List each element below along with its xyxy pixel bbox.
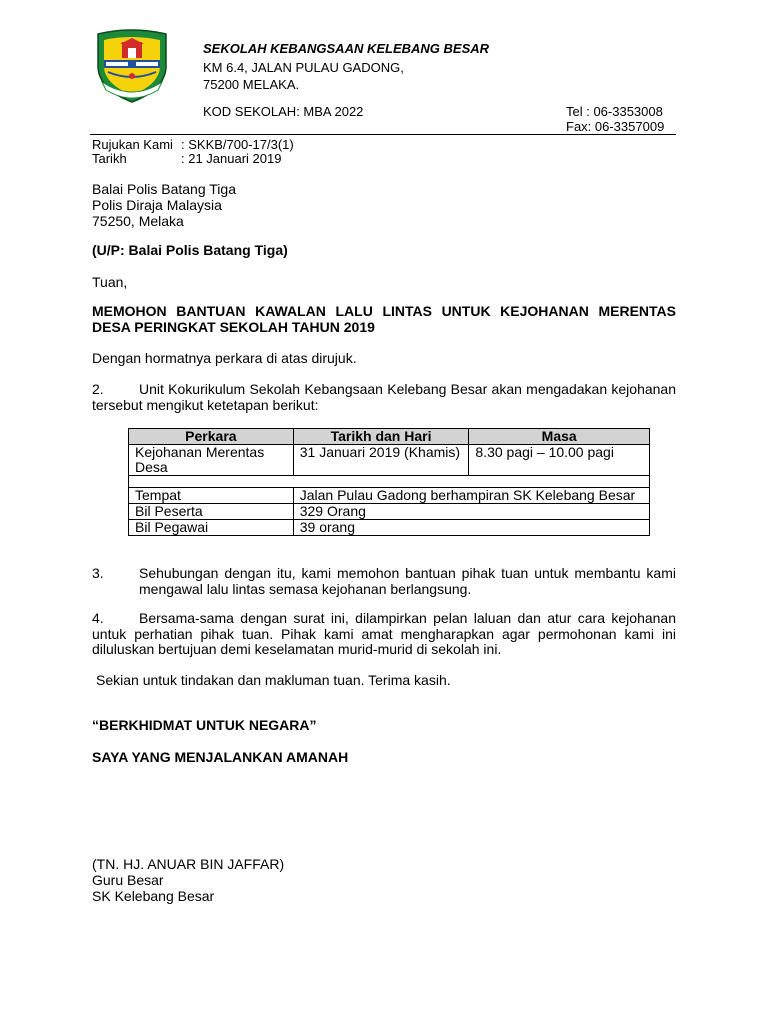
address-line-1: KM 6.4, JALAN PULAU GADONG, <box>203 60 404 75</box>
paragraph-3-number: 3. <box>92 565 104 581</box>
table-row <box>129 445 650 476</box>
header-perkara: Perkara <box>129 429 294 445</box>
signatory-name: (TN. HJ. ANUAR BIN JAFFAR) <box>92 856 285 872</box>
closing-line: Sekian untuk tindakan dan makluman tuan. Terima kasih. <box>96 672 451 688</box>
table-spacer <box>129 476 650 488</box>
event-date: 31 Januari 2019 (Khamis) <box>293 445 469 476</box>
paragraph-4-number: 4. <box>92 610 104 626</box>
recipient-line-3: 75250, Melaka <box>92 213 184 229</box>
table-row <box>129 520 650 536</box>
detail-label: Bil Peserta <box>129 504 294 520</box>
ref-label: Rujukan Kami <box>92 137 173 152</box>
table-row <box>129 504 650 520</box>
detail-label: Tempat <box>129 488 294 504</box>
paragraph-3 <box>92 566 676 598</box>
event-details-table <box>128 428 650 536</box>
letterhead-divider <box>90 134 676 135</box>
signatory-title: Guru Besar <box>92 872 164 888</box>
event-time: 8.30 pagi – 10.00 pagi <box>469 445 650 476</box>
paragraph-2 <box>92 382 676 413</box>
paragraph-4 <box>92 611 676 658</box>
ref-value: : SKKB/700-17/3(1) <box>181 137 294 152</box>
subject: MEMOHON BANTUAN KAWALAN LALU LINTAS UNTUK KEJOHANAN MERENTAS DESA PERINGKAT SEKOLAH TAHUN 2019 <box>92 303 676 335</box>
signatory-school: SK Kelebang Besar <box>92 888 215 904</box>
motto: “BERKHIDMAT UNTUK NEGARA” <box>92 717 317 733</box>
table-header-row <box>129 429 650 445</box>
opening-line: Dengan hormatnya perkara di atas dirujuk. <box>92 350 357 366</box>
recipient-line-1: Balai Polis Batang Tiga <box>92 181 236 197</box>
detail-value: 329 Orang <box>293 504 649 520</box>
address-line-2: 75200 MELAKA. <box>203 77 300 92</box>
trust-line: SAYA YANG MENJALANKAN AMANAH <box>92 749 349 765</box>
recipient-line-2: Polis Diraja Malaysia <box>92 197 222 213</box>
event-name: Kejohanan Merentas Desa <box>129 445 294 476</box>
date-label: Tarikh <box>92 151 127 166</box>
header-tarikh: Tarikh dan Hari <box>293 429 469 445</box>
detail-value: Jalan Pulau Gadong berhampiran SK Kelebang Besar <box>293 488 649 504</box>
detail-value: 39 orang <box>293 520 649 536</box>
school-code: KOD SEKOLAH: MBA 2022 <box>203 104 364 119</box>
detail-label: Bil Pegawai <box>129 520 294 536</box>
school-name: SEKOLAH KEBANGSAAN KELEBANG BESAR <box>203 41 490 56</box>
telephone: Tel : 06-3353008 <box>566 104 663 119</box>
date-value: : 21 Januari 2019 <box>181 151 282 166</box>
paragraph-4-text: Bersama-sama dengan surat ini, dilampirkan pelan laluan dan atur cara kejohanan untuk perhatian pihak tuan. Pihak kami amat mengharapkan agar permohonan kami ini diluluskan bertujuan demi keselamatan murid-murid di sekolah ini. <box>92 610 676 657</box>
paragraph-2-text: Unit Kokurikulum Sekolah Kebangsaan Kelebang Besar akan mengadakan kejohanan tersebut mengikut ketetapan berikut: <box>92 381 676 413</box>
school-crest-icon <box>92 28 172 104</box>
attention-line: (U/P: Balai Polis Batang Tiga) <box>92 242 288 258</box>
table-row <box>129 488 650 504</box>
salutation: Tuan, <box>92 274 128 290</box>
fax: Fax: 06-3357009 <box>566 119 665 134</box>
paragraph-2-number: 2. <box>92 381 104 397</box>
header-masa: Masa <box>469 429 650 445</box>
paragraph-3-text: Sehubungan dengan itu, kami memohon bantuan pihak tuan untuk membantu kami mengawal lalu lintas semasa kejohanan berlangsung. <box>139 565 676 597</box>
